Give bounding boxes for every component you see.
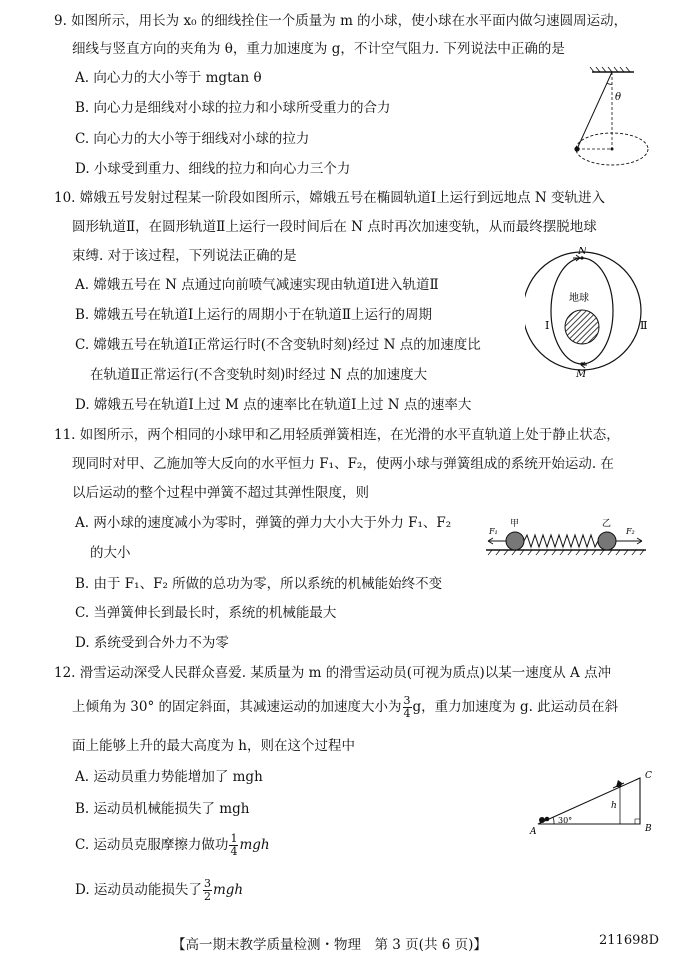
q11-stem-line-2: 现同时对甲、乙施加等大反向的水平恒力 F₁、F₂，使两小球与弹簧组成的系统开始运动. 在: [72, 456, 614, 472]
q12-option-a: A. 运动员重力势能增加了 mgh: [75, 769, 263, 785]
q11-option-c: C. 当弹簧伸长到最长时，系统的机械能最大: [75, 605, 337, 621]
q12-stem-line-3: 面上能够上升的最大高度为 h，则在这个过程中: [72, 738, 355, 754]
q10-orbit-figure: [525, 247, 660, 377]
q12-stem-line-2-start: 上倾角为 30° 的固定斜面，其减速运动的加速度大小为: [72, 699, 402, 715]
q11-spring-balls-figure: [484, 514, 649, 556]
q11-f1-label: F₁: [489, 527, 498, 536]
q10-point-n-label: N: [578, 247, 587, 257]
q9-option-b: B. 向心力是细线对小球的拉力和小球所受重力的合力: [75, 100, 391, 116]
q9-conical-pendulum-figure: [566, 66, 666, 196]
q10-orbit-2-label: Ⅱ: [640, 319, 648, 332]
q10-earth-label: 地球: [569, 293, 589, 304]
q10-stem-line-1: 10. 嫦娥五号发射过程某一阶段如图所示，嫦娥五号在椭圆轨道Ⅰ上运行到远地点 N 变轨进入: [54, 190, 605, 206]
q12-option-c: [75, 832, 270, 858]
q12-option-c-mgh: mgh: [239, 837, 270, 853]
q12-option-d-text: D. 运动员动能损失了: [75, 882, 202, 898]
q10-stem-line-2: 圆形轨道Ⅱ，在圆形轨道Ⅱ上运行一段时间后在 N 点时再次加速变轨，从而最终摆脱地球: [72, 219, 597, 235]
q12-option-c-text: C. 运动员克服摩擦力做功: [75, 837, 229, 853]
q11-stem-line-1: 11. 如图所示，两个相同的小球甲和乙用轻质弹簧相连，在光滑的水平直轨道上处于静止状态，: [54, 427, 620, 443]
fraction-numerator: 1: [230, 832, 238, 845]
q12-option-d-mgh: mgh: [212, 882, 244, 898]
q9-stem-line-1: 9. 如图所示，用长为 x₀ 的细线拴住一个质量为 m 的小球，使小球在水平面内做匀速圆周运动，: [54, 13, 628, 29]
fraction-denominator: 2: [203, 890, 211, 903]
q12-stem-line-2-end: g，重力加速度为 g. 此运动员在斜: [412, 699, 619, 715]
q10-option-c-line-1: C. 嫦娥五号在轨道Ⅰ正常运行时(不含变轨时刻)经过 N 点的加速度比: [75, 337, 481, 353]
q10-option-c-line-2: 在轨道Ⅱ正常运行(不含变轨时刻)时经过 N 点的加速度大: [90, 367, 428, 383]
page-footer-code: 211698D: [599, 933, 660, 948]
q10-option-b: B. 嫦娥五号在轨道Ⅰ上运行的周期小于在轨道Ⅱ上运行的周期: [75, 307, 433, 323]
q12-stem-line-2: [72, 694, 618, 720]
q9-option-c: C. 向心力的大小等于细线对小球的拉力: [75, 131, 310, 147]
q12-height-label: h: [611, 801, 617, 811]
q9-theta-label: θ: [615, 92, 622, 103]
q11-ball-yi-label: 乙: [602, 519, 612, 529]
q12-fraction-one-quarter: [229, 833, 238, 858]
q12-point-c-label: C: [645, 771, 652, 781]
q11-option-d: D. 系统受到合外力不为零: [75, 635, 229, 651]
q11-option-a-line-2: 的大小: [90, 545, 131, 561]
q9-option-a: A. 向心力的大小等于 mgtan θ: [75, 70, 262, 86]
q10-stem-line-3: 束缚. 对于该过程，下列说法正确的是: [72, 248, 297, 264]
q12-option-b: B. 运动员机械能损失了 mgh: [75, 801, 250, 817]
q10-point-m-label: M: [576, 369, 587, 377]
q12-fraction-three-halves: [203, 878, 212, 903]
q11-option-b: B. 由于 F₁、F₂ 所做的总功为零，所以系统的机械能始终不变: [75, 576, 443, 592]
q11-stem-line-3: 以后运动的整个过程中弹簧不超过其弹性限度，则: [72, 485, 369, 501]
q11-option-a-line-1: A. 两小球的速度减小为零时，弹簧的弹力大小大于外力 F₁、F₂: [75, 515, 452, 531]
q10-orbit-1-label: Ⅰ: [545, 319, 550, 332]
fraction-numerator: 3: [203, 877, 211, 890]
q9-stem-line-2: 细线与竖直方向的夹角为 θ，重力加速度为 g，不计空气阻力. 下列说法中正确的是: [72, 41, 565, 57]
q12-fraction-three-quarters: [403, 695, 412, 720]
q12-stem-line-1: 12. 滑雪运动深受人民群众喜爱. 某质量为 m 的滑雪运动员(可视为质点)以某一速度从 A 点冲: [54, 665, 612, 681]
q12-option-d: [75, 877, 243, 903]
q9-option-d: D. 小球受到重力、细线的拉力和向心力三个力: [75, 161, 351, 177]
q12-angle-label: 30°: [558, 816, 573, 825]
q12-point-b-label: B: [645, 824, 652, 834]
q12-point-a-label: A: [530, 827, 537, 836]
page-footer-title: 【高一期末教学质量检测・物理 第 3 页(共 6 页)】: [172, 937, 487, 953]
fraction-denominator: 4: [230, 845, 238, 858]
q10-option-a: A. 嫦娥五号在 N 点通过向前喷气减速实现由轨道Ⅰ进入轨道Ⅱ: [75, 277, 439, 293]
q11-ball-jia-label: 甲: [510, 519, 520, 529]
fraction-denominator: 4: [403, 707, 411, 720]
fraction-numerator: 3: [403, 694, 411, 707]
q11-f2-label: F₂: [626, 527, 635, 536]
q12-incline-figure: [524, 768, 664, 836]
q10-option-d: D. 嫦娥五号在轨道Ⅰ上过 M 点的速率比在轨道Ⅰ上过 N 点的速率大: [75, 397, 472, 413]
